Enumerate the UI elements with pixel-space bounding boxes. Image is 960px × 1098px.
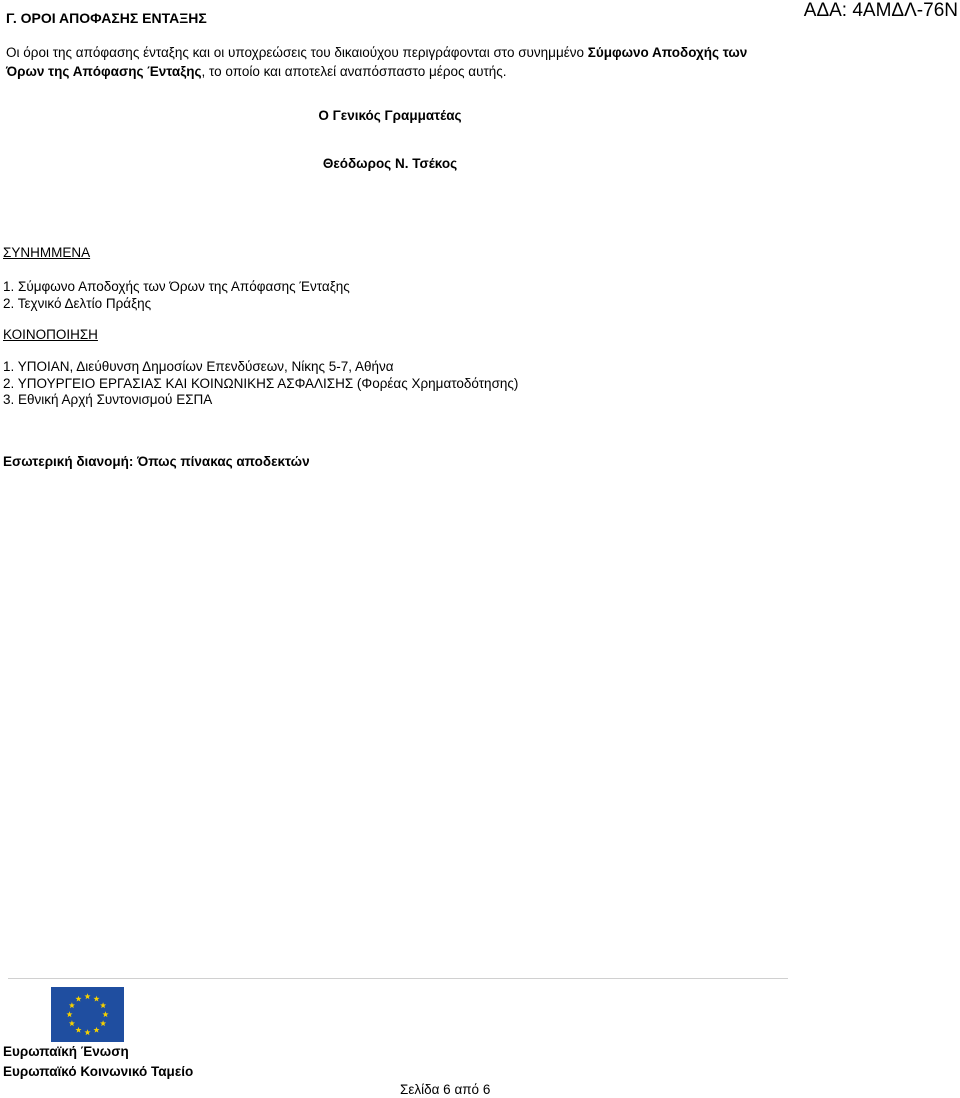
footer-divider — [8, 978, 788, 979]
notification-heading: ΚΟΙΝΟΠΟΙΗΣΗ — [3, 327, 98, 342]
section-title: Γ. ΟΡΟΙ ΑΠΟΦΑΣΗΣ ΕΝΤΑΞΗΣ — [6, 10, 207, 26]
attachments-list — [3, 279, 350, 312]
intro-text-2: , το οποίο και αποτελεί αναπόσπαστο μέρος αυτής. — [201, 64, 507, 79]
eu-fund-label: Ευρωπαϊκό Κοινωνικό Ταμείο — [3, 1064, 194, 1079]
list-item: 2. ΥΠΟΥΡΓΕΙΟ ΕΡΓΑΣΙΑΣ ΚΑΙ ΚΟΙΝΩΝΙΚΗΣ ΑΣΦΑΛΙΣΗΣ (Φορέας Χρηματοδότησης) — [3, 375, 519, 391]
page-number: Σελίδα 6 από 6 — [400, 1082, 491, 1097]
intro-text-1: Οι όροι της απόφασης ένταξης και οι υποχρεώσεις του δικαιούχου περιγράφονται στο συνημμένο — [6, 45, 588, 60]
attachments-heading: ΣΥΝΗΜΜΕΝΑ — [3, 245, 91, 260]
notification-list — [3, 359, 518, 409]
list-item: 3. Εθνική Αρχή Συντονισμού ΕΣΠΑ — [3, 392, 213, 407]
intro-paragraph — [6, 43, 776, 81]
list-item: 1. Σύμφωνο Αποδοχής των Όρων της Απόφασης Ένταξης — [3, 279, 350, 294]
internal-distribution: Εσωτερική διανομή: Όπως πίνακας αποδεκτών — [3, 454, 310, 469]
list-item: 1. ΥΠΟΙΑΝ, Διεύθυνση Δημοσίων Επενδύσεων, Νίκης 5-7, Αθήνα — [3, 359, 394, 374]
signatory-role: Ο Γενικός Γραμματέας — [318, 108, 462, 123]
intro-text-bold: Σύμφωνο Αποδοχής των Όρων της Απόφασης Ένταξης — [6, 45, 748, 79]
eu-flag-icon — [51, 987, 124, 1042]
list-item: 2. Τεχνικό Δελτίο Πράξης — [3, 295, 152, 311]
ada-code: ΑΔΑ: 4ΑΜΔΛ-76Ν — [803, 0, 958, 21]
signatory-name: Θεόδωρος Ν. Τσέκος — [322, 156, 458, 171]
eu-union-label: Ευρωπαϊκή Ένωση — [3, 1044, 129, 1059]
